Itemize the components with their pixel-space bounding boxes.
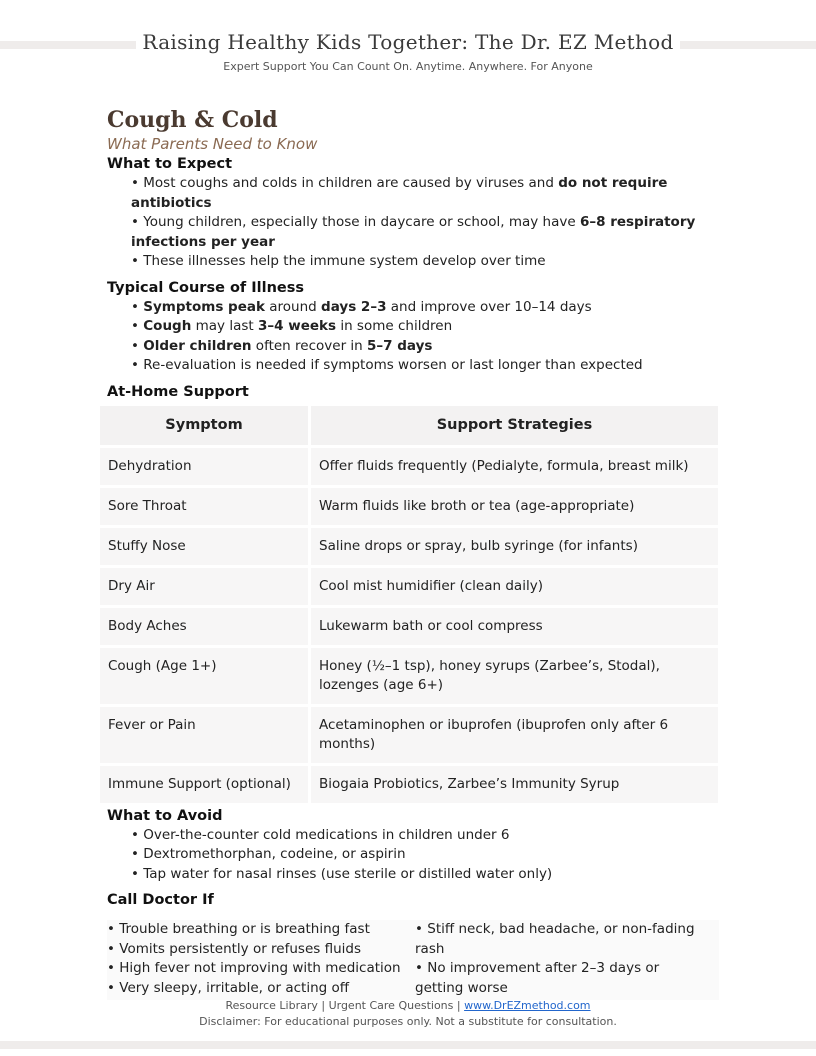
list-item [131,317,719,337]
main-content [107,106,719,1000]
support-table [97,403,721,806]
list-item [131,174,719,213]
page-footer [0,998,816,1030]
doctor-heading: Call Doctor If [107,892,214,908]
doctor-box [107,920,719,1000]
symptom-cell: Body Aches [100,608,308,645]
text-bold: 6–8 respiratory infections per year [131,214,696,250]
list-item [131,356,719,376]
avoid-heading: What to Avoid [107,807,223,824]
page-subtitle: What Parents Need to Know [107,135,318,153]
symptom-cell: Cough (Age 1+) [100,648,308,704]
symptom-cell: Dry Air [100,568,308,605]
symptom-cell: Immune Support (optional) [100,766,308,803]
list-item: • High fever not improving with medication [107,959,415,979]
symptom-cell: Stuffy Nose [100,528,308,565]
website-link[interactable]: www.DrEZmethod.com [464,999,591,1012]
expect-heading: What to Expect [107,156,233,172]
text: often recover in [251,337,368,354]
text-bold: days 2–3 [321,298,387,315]
text: Young children, especially those in daycare or school, may have [143,214,580,230]
text-bold: Cough [143,318,192,334]
table-row [100,448,718,485]
avoid-list [107,826,719,885]
list-item: • Stiff neck, bad headache, or non-fading rash [415,920,711,959]
table-row [100,528,718,565]
text: Re-evaluation is needed if symptoms worsen or last longer than expected [143,357,643,373]
list-item: • Over-the-counter cold medications in children under 6 [131,826,719,846]
text-bold: do not require antibiotics [131,175,668,211]
table-row [100,608,718,645]
list-item: • Dextromethorphan, codeine, or aspirin [131,845,719,865]
list-item [131,298,719,318]
text-bold: 5–7 days [367,337,433,354]
text: and improve over 10–14 days [386,298,592,315]
page-title: Cough & Cold [107,107,278,133]
list-item [131,252,719,272]
footer-links [0,998,816,1014]
site-title: Raising Healthy Kids Together: The Dr. EZ Method [136,30,679,54]
table-row [100,568,718,605]
strategy-cell: Biogaia Probiotics, Zarbee’s Immunity Syrup [311,766,718,803]
list-item [131,213,719,252]
strategy-cell: Cool mist humidifier (clean daily) [311,568,718,605]
text: around [264,298,322,315]
table-row [100,707,718,763]
symptom-cell: Dehydration [100,448,308,485]
course-list [107,298,719,376]
symptom-cell: Sore Throat [100,488,308,525]
list-item: • Vomits persistently or refuses fluids [107,940,415,960]
support-heading: At-Home Support [107,383,249,400]
text-bold: 3–4 weeks [257,318,337,334]
strategy-cell: Acetaminophen or ibuprofen (ibuprofen only after 6 months) [311,707,718,763]
list-item: • No improvement after 2–3 days or getting worse [415,959,711,998]
footer-links-text: Resource Library | Urgent Care Questions | [225,999,465,1012]
site-tagline: Expert Support You Can Count On. Anytime. Anywhere. For Anyone [223,60,593,73]
strategy-cell: Lukewarm bath or cool compress [311,608,718,645]
course-heading: Typical Course of Illness [107,279,305,296]
table-row [100,488,718,525]
footer-disclaimer: Disclaimer: For educational purposes only. Not a substitute for consultation. [199,1015,617,1028]
list-item [131,337,719,357]
strategy-cell: Offer fluids frequently (Pedialyte, formula, breast milk) [311,448,718,485]
text: Most coughs and colds in children are caused by viruses and [143,175,559,191]
list-item: • Tap water for nasal rinses (use sterile or distilled water only) [131,865,719,885]
footer-band [0,1041,816,1049]
strategy-cell: Saline drops or spray, bulb syringe (for infants) [311,528,718,565]
text: may last [191,318,258,334]
text-bold: Older children [143,337,252,354]
list-item: • Very sleepy, irritable, or acting off [107,979,415,999]
text-bold: Symptoms peak [143,298,265,315]
table-row [100,648,718,704]
expect-list [107,174,719,272]
column-header-strategy: Support Strategies [311,406,718,445]
text: in some children [336,318,453,334]
strategy-cell: Honey (½–1 tsp), honey syrups (Zarbee’s, Stodal), lozenges (age 6+) [311,648,718,704]
symptom-cell: Fever or Pain [100,707,308,763]
doctor-list-left [107,920,415,998]
text: These illnesses help the immune system develop over time [143,253,546,269]
list-item: • Trouble breathing or is breathing fast [107,920,415,940]
doctor-list-right [415,920,711,998]
table-row [100,766,718,803]
page-header [0,30,816,73]
column-header-symptom: Symptom [100,406,308,445]
strategy-cell: Warm fluids like broth or tea (age-appropriate) [311,488,718,525]
